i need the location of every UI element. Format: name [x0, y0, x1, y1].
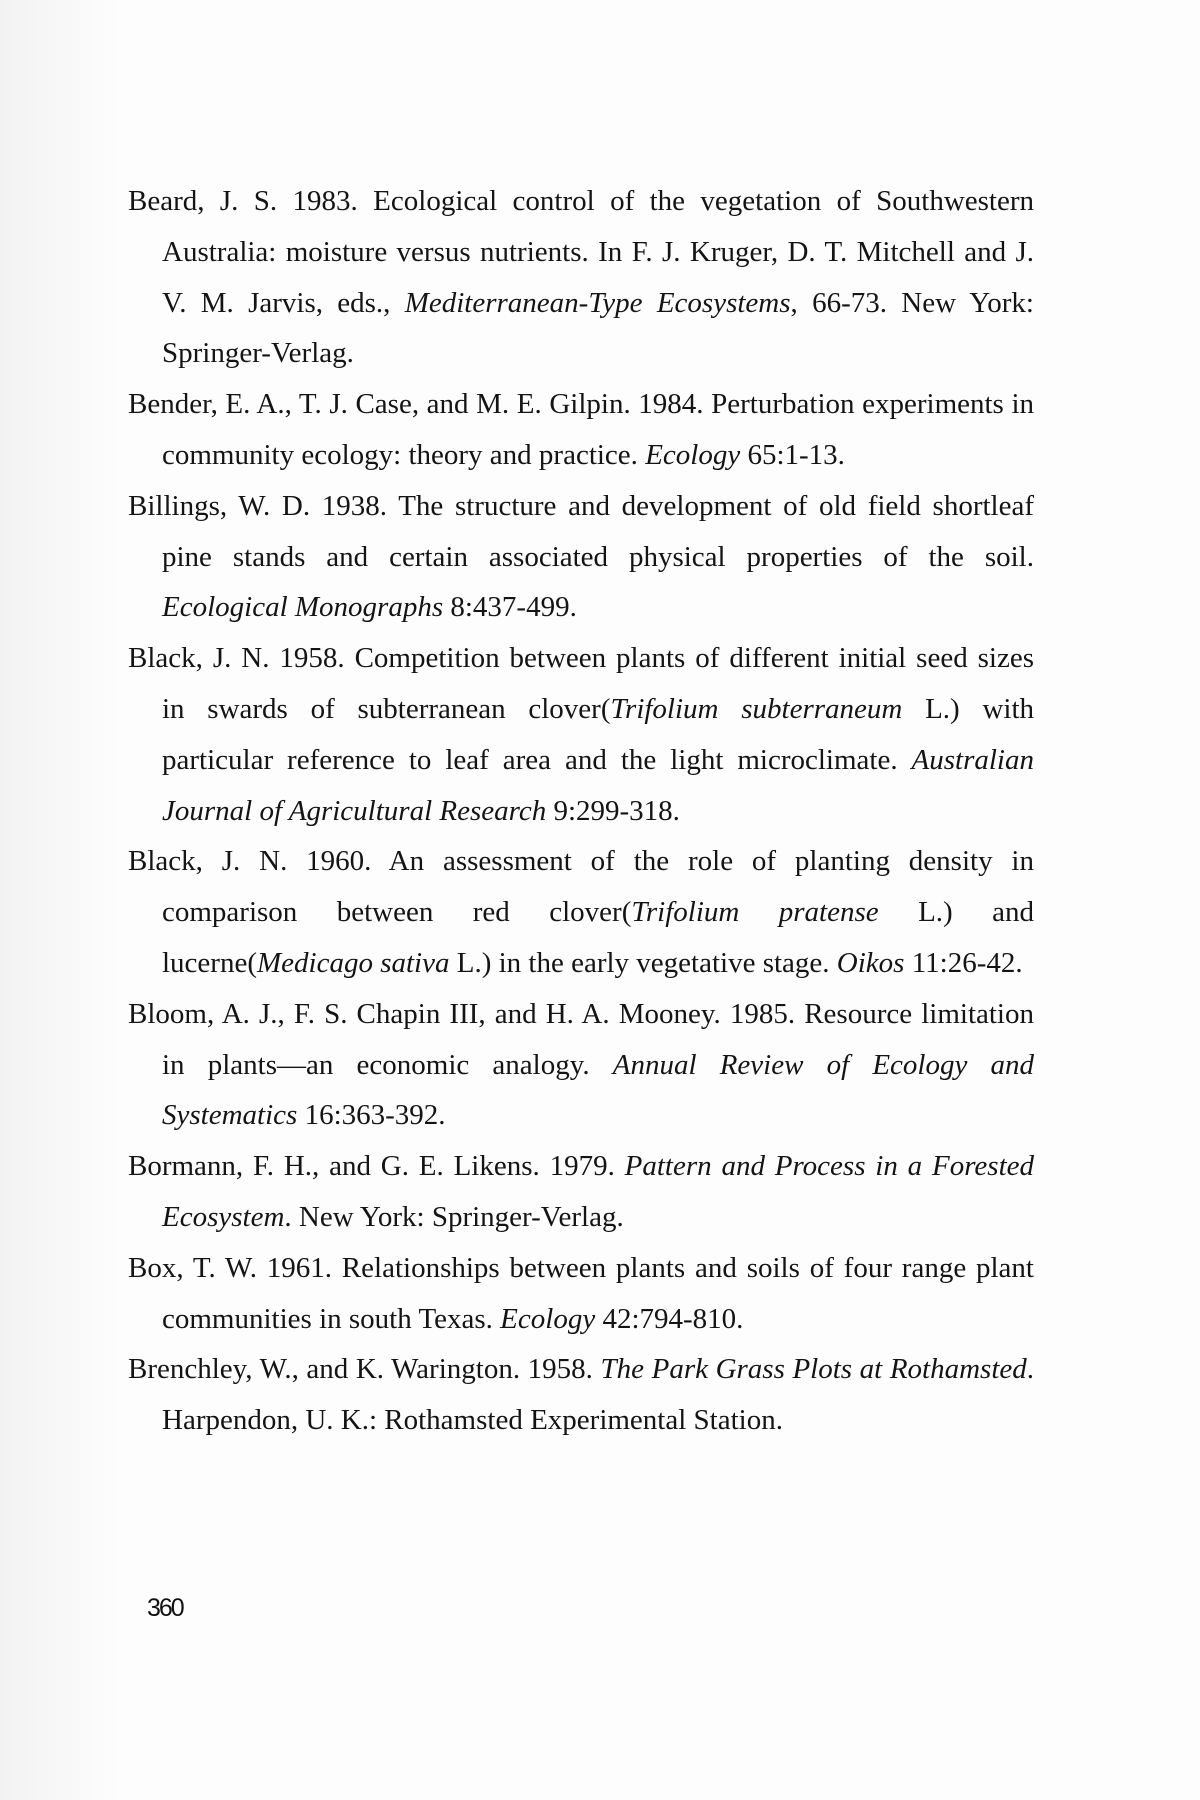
ref-text: Beard, J. S. 1983. Ecological control of the vegetation of Southwestern Australia: moisture versus nutrients. In F. J. Kruger, D. T. Mitchell and J. V. M. Jarvis, eds., [128, 185, 1034, 319]
ref-text: Black, J. N. 1960. An assessment of the role of planting density in comparison between red clover( [128, 845, 1034, 929]
ref-italic: Oikos [836, 946, 905, 979]
ref-text: Black, J. N. 1958. Competition between plants of different initial seed sizes in swards of subterranean clover( [128, 642, 1034, 725]
ref-italic: Ecological Monographs [162, 591, 444, 624]
reference-entry [128, 1243, 1034, 1345]
ref-text: 9:299-318. [546, 794, 680, 827]
ref-text: 65:1-13. [740, 438, 845, 471]
ref-italic: Medicago sativa [257, 946, 450, 979]
ref-text: Box, T. W. 1961. Relationships between plants and soils of four range plant communities in south Texas. [128, 1251, 1034, 1335]
ref-italic: Ecology [645, 438, 741, 471]
ref-italic: Trifolium pratense [631, 896, 879, 929]
reference-entry [128, 176, 1034, 379]
reference-entry [128, 1141, 1034, 1243]
ref-text: Brenchley, W., and K. Warington. 1958. [128, 1353, 601, 1386]
reference-entry [128, 481, 1034, 633]
ref-text: Bloom, A. J., F. S. Chapin III, and H. A. Mooney. 1985. Resource limitation in plants—an economic analogy. [128, 997, 1034, 1081]
ref-text: 42:794-810. [595, 1302, 744, 1335]
ref-text: L.) in the early vegetative stage. [449, 946, 837, 979]
ref-italic: Annual Review of Ecology and Systematics [162, 1048, 1034, 1132]
ref-text: 8:437-499. [443, 591, 577, 624]
ref-text: , 66-73. New York: Springer-Verlag. [162, 286, 1034, 370]
reference-entry [128, 1344, 1034, 1446]
ref-text: L.) and lucerne( [162, 896, 1035, 979]
reference-entry [128, 836, 1034, 988]
reference-entry [128, 633, 1034, 836]
ref-text: L.) with particular reference to leaf area and the light microclimate. [162, 692, 1035, 776]
reference-list [128, 176, 1034, 1446]
reference-entry [128, 379, 1034, 481]
ref-italic: Ecology [500, 1302, 596, 1335]
ref-text: . New York: Springer-Verlag. [284, 1200, 624, 1233]
ref-italic: The Park Grass Plots at Rothamsted [600, 1353, 1027, 1386]
ref-italic: Australian Journal of Agricultural Research [162, 743, 1034, 827]
reference-entry [128, 989, 1034, 1141]
ref-italic: Trifolium subterraneum [610, 692, 903, 725]
ref-text: 11:26-42. [904, 946, 1023, 979]
page-edge-shading [0, 0, 120, 1800]
ref-text: . Harpendon, U. K.: Rothamsted Experimental Station. [162, 1353, 1034, 1437]
ref-text: Billings, W. D. 1938. The structure and development of old field shortleaf pine stands and certain associated physical properties of the soil. [128, 489, 1034, 573]
ref-text: Bender, E. A., T. J. Case, and M. E. Gilpin. 1984. Perturbation experiments in community ecology: theory and practice. [128, 388, 1034, 471]
ref-text: 16:363-392. [297, 1099, 446, 1132]
ref-text: Bormann, F. H., and G. E. Likens. 1979. [128, 1150, 625, 1183]
ref-italic: Mediterranean-Type Ecosystems [404, 286, 791, 319]
page-number: 360 [147, 1594, 183, 1622]
ref-italic: Pattern and Process in a Forested Ecosystem [162, 1150, 1034, 1233]
